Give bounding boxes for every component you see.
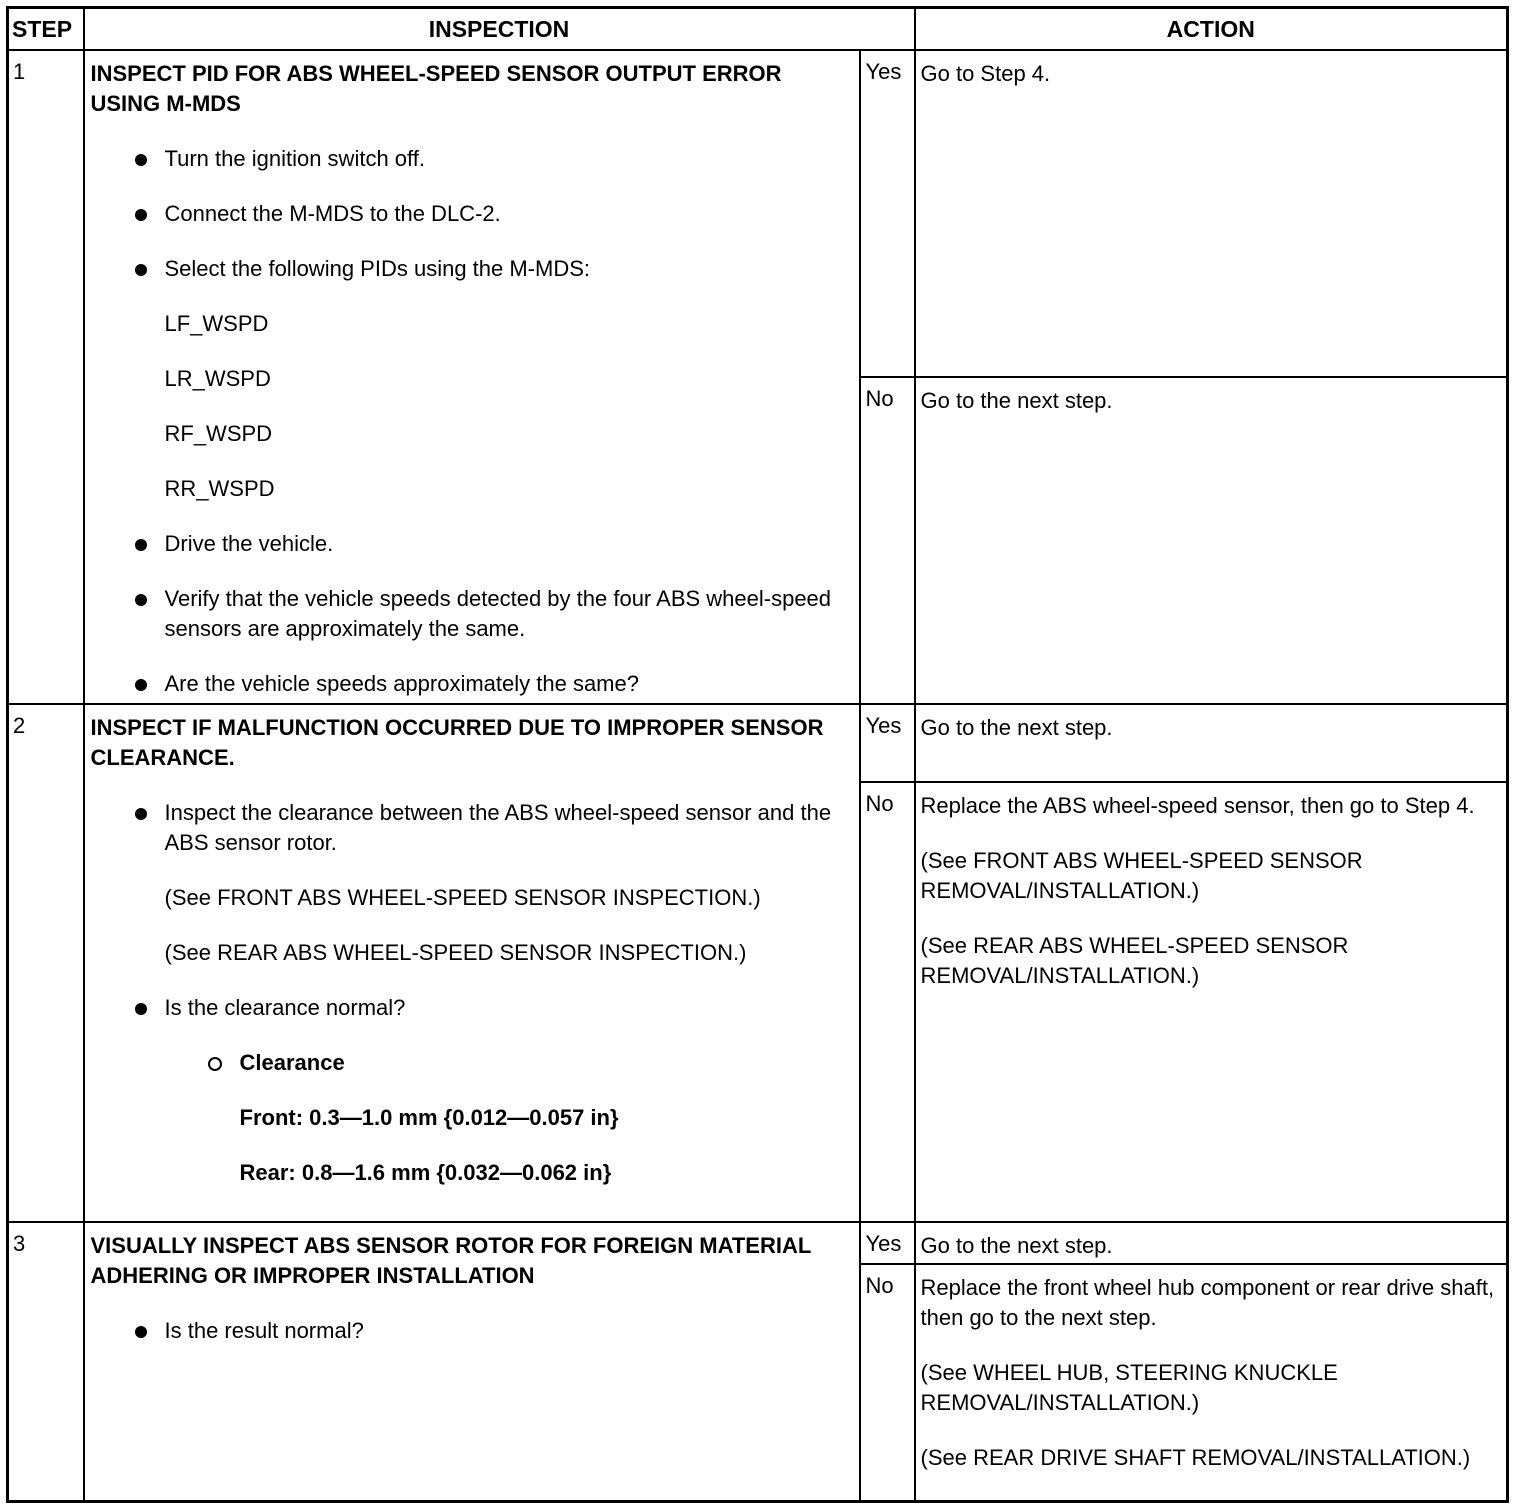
header-inspection: INSPECTION [84, 8, 915, 51]
no-action: Go to the next step. [915, 377, 1508, 704]
step-1-inspection [84, 50, 860, 704]
reference-text: (See WHEEL HUB, STEERING KNUCKLE REMOVAL/INSTALLATION.) [920, 1360, 1338, 1415]
step-3-inspection [84, 1222, 860, 1502]
step-2-inspection [84, 704, 860, 1222]
spec-rear: Rear: 0.8—1.6 mm {0.032—0.062 in} [239, 1160, 612, 1185]
yes-label: Yes [860, 704, 915, 782]
bullet-icon [135, 679, 147, 691]
bullet-icon [135, 1326, 147, 1338]
bullet-icon [135, 594, 147, 606]
step-title: VISUALLY INSPECT ABS SENSOR ROTOR FOR FOREIGN MATERIAL ADHERING OR IMPROPER INSTALLATION [90, 1233, 811, 1288]
reference-text: (See FRONT ABS WHEEL-SPEED SENSOR INSPECTION.) [164, 885, 761, 910]
step-number: 3 [8, 1222, 84, 1502]
step-3-procedure [85, 1316, 859, 1346]
no-label: No [860, 782, 915, 1222]
reference-text: (See FRONT ABS WHEEL-SPEED SENSOR REMOVAL/INSTALLATION.) [920, 848, 1363, 903]
no-action-cell [915, 1264, 1508, 1502]
bullet-icon [135, 209, 147, 221]
yes-label: Yes [860, 1222, 915, 1264]
pid-item: LR_WSPD [164, 366, 271, 391]
step-number: 1 [8, 50, 84, 704]
list-item: Drive the vehicle. [85, 529, 859, 559]
yes-label: Yes [860, 50, 915, 377]
circle-bullet-icon [208, 1057, 222, 1071]
bullet-icon [135, 808, 147, 820]
step-title: INSPECT PID FOR ABS WHEEL-SPEED SENSOR OUTPUT ERROR USING M-MDS [90, 61, 782, 116]
list-item: Verify that the vehicle speeds detected by the four ABS wheel-speed sensors are approximately the same. [85, 584, 859, 644]
step-title: INSPECT IF MALFUNCTION OCCURRED DUE TO IMPROPER SENSOR CLEARANCE. [90, 715, 824, 770]
step-number: 2 [8, 704, 84, 1222]
inspection-table [6, 6, 1509, 1503]
list-item: Are the vehicle speeds approximately the same? [85, 669, 859, 699]
step-2-procedure [85, 798, 859, 1188]
bullet-icon [135, 264, 147, 276]
no-label: No [860, 377, 915, 704]
spec-front: Front: 0.3—1.0 mm {0.012—0.057 in} [239, 1105, 619, 1130]
bullet-icon [135, 539, 147, 551]
list-item: Is the clearance normal? [85, 993, 859, 1023]
yes-action: Go to Step 4. [915, 50, 1508, 377]
no-action: Replace the ABS wheel-speed sensor, then go to Step 4. [920, 793, 1475, 818]
step-1-yes-row [8, 50, 1508, 377]
list-item: Select the following PIDs using the M-MDS: [85, 254, 859, 284]
step-2-yes-row [8, 704, 1508, 782]
header-action: ACTION [915, 8, 1508, 51]
pid-item: LF_WSPD [164, 311, 269, 336]
header-step: STEP [8, 8, 84, 51]
pid-item: RR_WSPD [164, 476, 275, 501]
pid-item: RF_WSPD [164, 421, 273, 446]
reference-text: (See REAR ABS WHEEL-SPEED SENSOR INSPECTION.) [164, 940, 747, 965]
list-item: Turn the ignition switch off. [85, 144, 859, 174]
no-action-cell [915, 782, 1508, 1222]
step-1-procedure [85, 144, 859, 699]
reference-text: (See REAR ABS WHEEL-SPEED SENSOR REMOVAL/INSTALLATION.) [920, 933, 1349, 988]
header-row [8, 8, 1508, 51]
yes-action: Go to the next step. [915, 1222, 1508, 1264]
reference-text: (See REAR DRIVE SHAFT REMOVAL/INSTALLATION.) [920, 1445, 1471, 1470]
bullet-icon [135, 1003, 147, 1015]
step-3-yes-row [8, 1222, 1508, 1264]
bullet-icon [135, 154, 147, 166]
yes-action: Go to the next step. [915, 704, 1508, 782]
list-item: Is the result normal? [85, 1316, 859, 1346]
no-label: No [860, 1264, 915, 1502]
no-action: Replace the front wheel hub component or rear drive shaft, then go to the next step. [920, 1275, 1495, 1330]
list-item: Inspect the clearance between the ABS wheel-speed sensor and the ABS sensor rotor. [85, 798, 859, 858]
spec-heading: Clearance [85, 1048, 859, 1078]
list-item: Connect the M-MDS to the DLC-2. [85, 199, 859, 229]
